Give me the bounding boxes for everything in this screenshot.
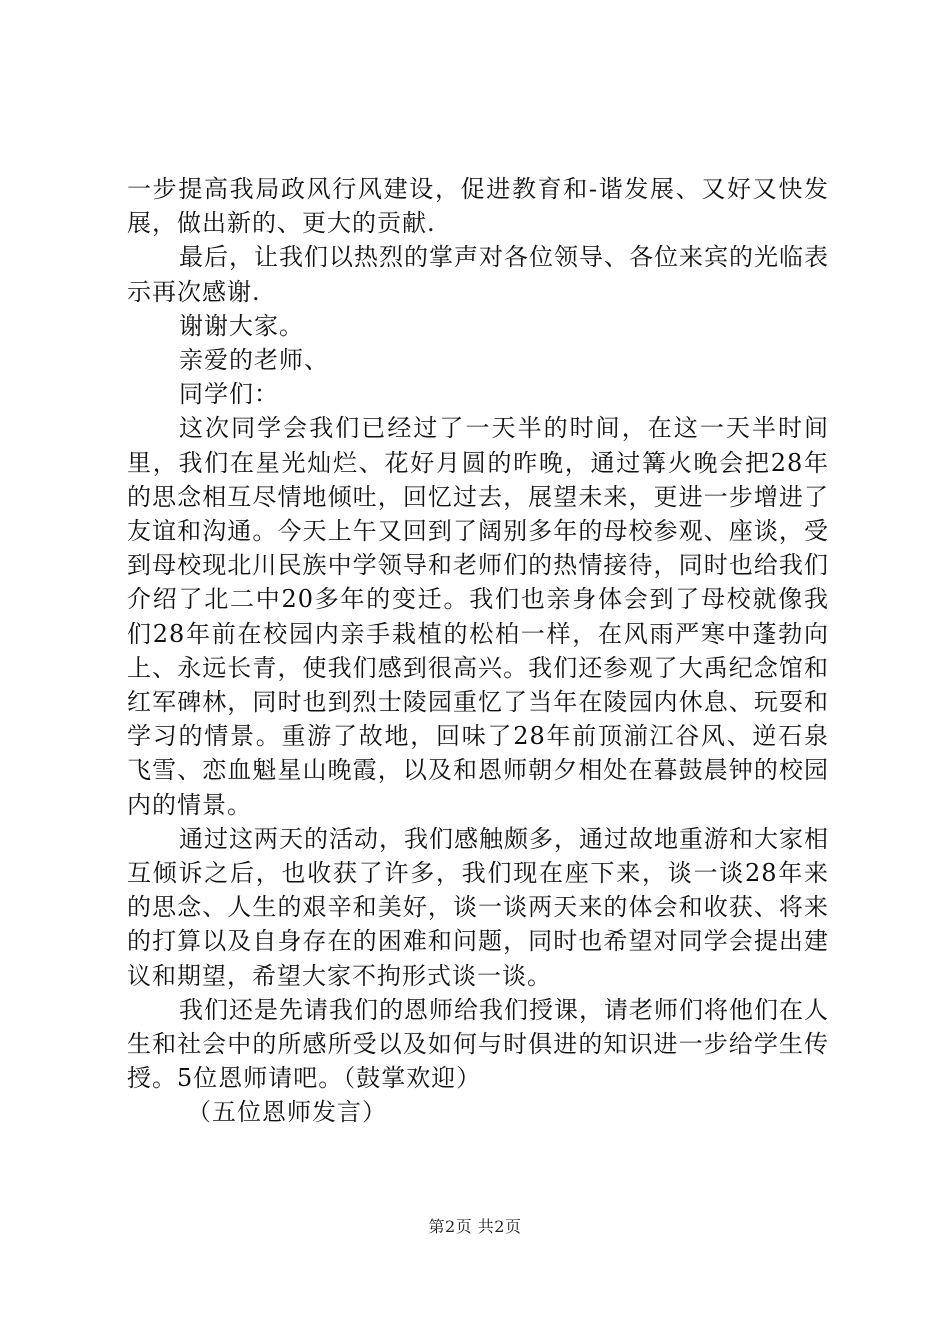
salutation-teachers: 亲爱的老师、 (179, 346, 329, 375)
paragraph-thank-you: 谢谢大家。 (179, 311, 304, 340)
salutation-classmates: 同学们： (179, 380, 279, 409)
paragraph-teacher-speeches: （五位恩师发言） (187, 1098, 387, 1127)
paragraph-reflection: 通过这两天的活动，我们感触颇多，通过故地重游和大家相互倾诉之后，也收获了许多，我们现在座下来，谈一谈28年来的思念、人生的艰辛和美好，谈一谈两天来的体会和收获、将来的打算以及自身存在的困难和问题，同时也希望对同学会提出建议和期望，希望大家不拘形式谈一谈。 (127, 824, 829, 990)
paragraph-teacher-invitation: 我们还是先请我们的恩师给我们授课，请老师们将他们在人生和社会中的所感所受以及如何与时俱进的知识进一步给学生传授。5位恩师请吧。（鼓掌欢迎） (127, 995, 829, 1093)
paragraph-closing-thanks: 最后，让我们以热烈的掌声对各位领导、各位来宾的光临表示再次感谢. (127, 243, 829, 306)
document-body (127, 172, 829, 1130)
paragraph-continuation: 一步提高我局政风行风建设，促进教育和-谐发展、又好又快发展，做出新的、更大的贡献. (127, 175, 829, 238)
paragraph-reunion-recap: 这次同学会我们已经过了一天半的时间，在这一天半时间里，我们在星光灿烂、花好月圆的昨晚，通过篝火晚会把28年的思念相互尽情地倾吐，回忆过去，展望未来，更进一步增进了友谊和沟通。今天上午又回到了阔别多年的母校参观、座谈，受到母校现北川民族中学领导和老师们的热情接待，同时也给我们介绍了北二中20多年的变迁。我们也亲身体会到了母校就像我们28年前在校园内亲手栽植的松柏一样，在风雨严寒中蓬勃向上、永远长青，使我们感到很高兴。我们还参观了大禹纪念馆和红军碑林，同时也到烈士陵园重忆了当年在陵园内休息、玩耍和学习的情景。重游了故地，回味了28年前顶湔江谷风、逆石泉飞雪、恋血魁星山晚霞，以及和恩师朝夕相处在暮鼓晨钟的校园内的情景。 (127, 414, 829, 819)
page-number: 第2页 共2页 (428, 1217, 522, 1236)
page-footer (0, 1217, 950, 1237)
